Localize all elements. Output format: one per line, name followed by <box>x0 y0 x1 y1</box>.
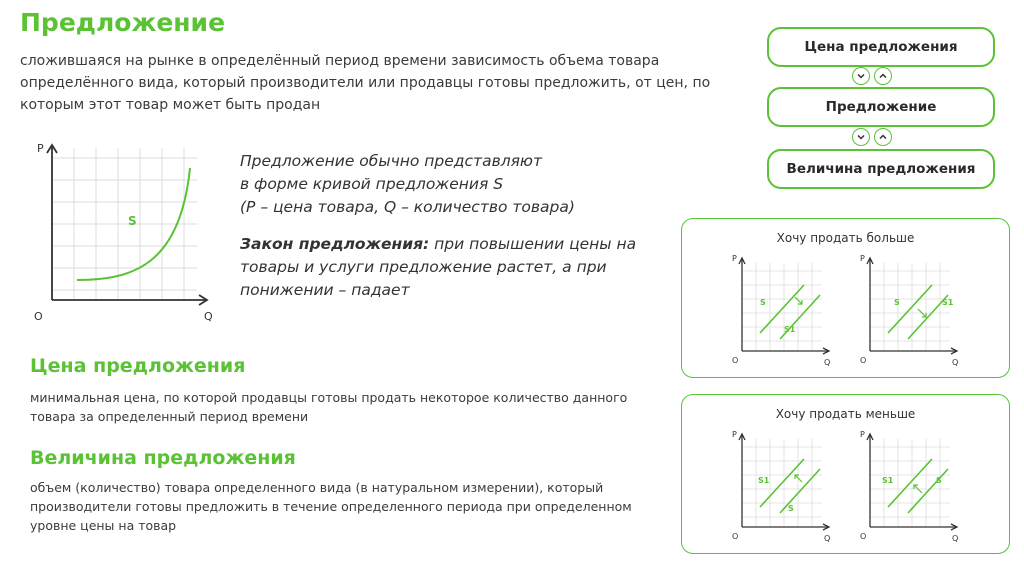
panel-title: Хочу продать меньше <box>775 407 916 421</box>
y-axis-label: P <box>37 142 44 155</box>
shift-graph <box>722 251 832 371</box>
arrow-up-left-icon <box>795 475 802 482</box>
law-label: Закон предложения: <box>240 235 430 253</box>
explanation-line: Предложение обычно представляют <box>240 152 543 170</box>
supply-law <box>240 233 660 302</box>
explanation-line: в форме кривой предложения S <box>240 175 504 193</box>
supply-line <box>888 459 932 507</box>
shift-graph <box>850 251 960 371</box>
curve-label: S <box>788 504 794 513</box>
explanation-block <box>240 150 660 302</box>
panel-sell-less <box>681 394 1010 554</box>
y-axis-label: P <box>732 254 737 263</box>
origin-label: O <box>732 356 739 365</box>
arrow-down-right-icon <box>795 297 802 304</box>
curve-label: S <box>936 476 942 485</box>
concept-arrows <box>852 128 892 146</box>
shift-graph <box>722 427 832 547</box>
law-text: при повышении цены на товары и услуги предложение растет, а при понижении – падает <box>240 235 637 299</box>
curve-label: S1 <box>758 476 770 485</box>
concept-pill-price: Цена предложения <box>767 27 995 67</box>
y-axis-label: P <box>732 430 737 439</box>
supply-definition: сложившаяся на рынке в определённый период времени зависимость объема товара определённого вида, который производители или продавцы готовы предложить, от цен, по которым этот товар может быть продан <box>20 53 711 113</box>
x-axis-label: Q <box>952 534 959 543</box>
curve-label: S <box>128 214 137 228</box>
panel-sell-more <box>681 218 1010 378</box>
x-axis-label: Q <box>824 358 831 367</box>
chevron-down-icon <box>852 67 870 85</box>
quantity-text: объем (количество) товара определенного вида (в натуральном измерении), который производители готовы предложить в течение определенного периода при определенном уровне цены на товар <box>30 480 632 533</box>
price-heading: Цена предложения <box>30 355 246 377</box>
page-title: Предложение <box>20 8 226 37</box>
supply-curve-graph <box>22 138 222 328</box>
x-axis-label: Q <box>824 534 831 543</box>
price-text: минимальная цена, по которой продавцы готовы продать некоторое количество данного товара за определенный период времени <box>30 390 628 424</box>
graph-grid <box>52 148 197 300</box>
origin-label: O <box>860 532 867 541</box>
curve-label: S <box>894 298 900 307</box>
quantity-heading: Величина предложения <box>30 447 296 469</box>
chevron-up-icon <box>874 128 892 146</box>
x-axis-label: Q <box>204 310 213 323</box>
concept-pill-quantity: Величина предложения <box>767 149 995 189</box>
chevron-down-icon <box>852 128 870 146</box>
supply-line <box>780 469 820 513</box>
curve-label: S1 <box>942 298 954 307</box>
supply-line <box>760 285 804 333</box>
chevron-up-icon <box>874 67 892 85</box>
origin-label: O <box>732 532 739 541</box>
explanation-line: (P – цена товара, Q – количество товара) <box>240 198 575 216</box>
supply-line <box>888 285 932 333</box>
curve-label: S1 <box>882 476 894 485</box>
curve-label: S1 <box>784 325 796 334</box>
y-axis-label: P <box>860 254 865 263</box>
graph-axes <box>47 145 207 305</box>
supply-line <box>908 469 948 513</box>
origin-label: O <box>34 310 43 323</box>
concept-arrows <box>852 67 892 85</box>
x-axis-label: Q <box>952 358 959 367</box>
origin-label: O <box>860 356 867 365</box>
curve-label: S <box>760 298 766 307</box>
panel-title: Хочу продать больше <box>776 231 915 245</box>
shift-graph <box>850 427 960 547</box>
y-axis-label: P <box>860 430 865 439</box>
concept-pill-supply: Предложение <box>767 87 995 127</box>
